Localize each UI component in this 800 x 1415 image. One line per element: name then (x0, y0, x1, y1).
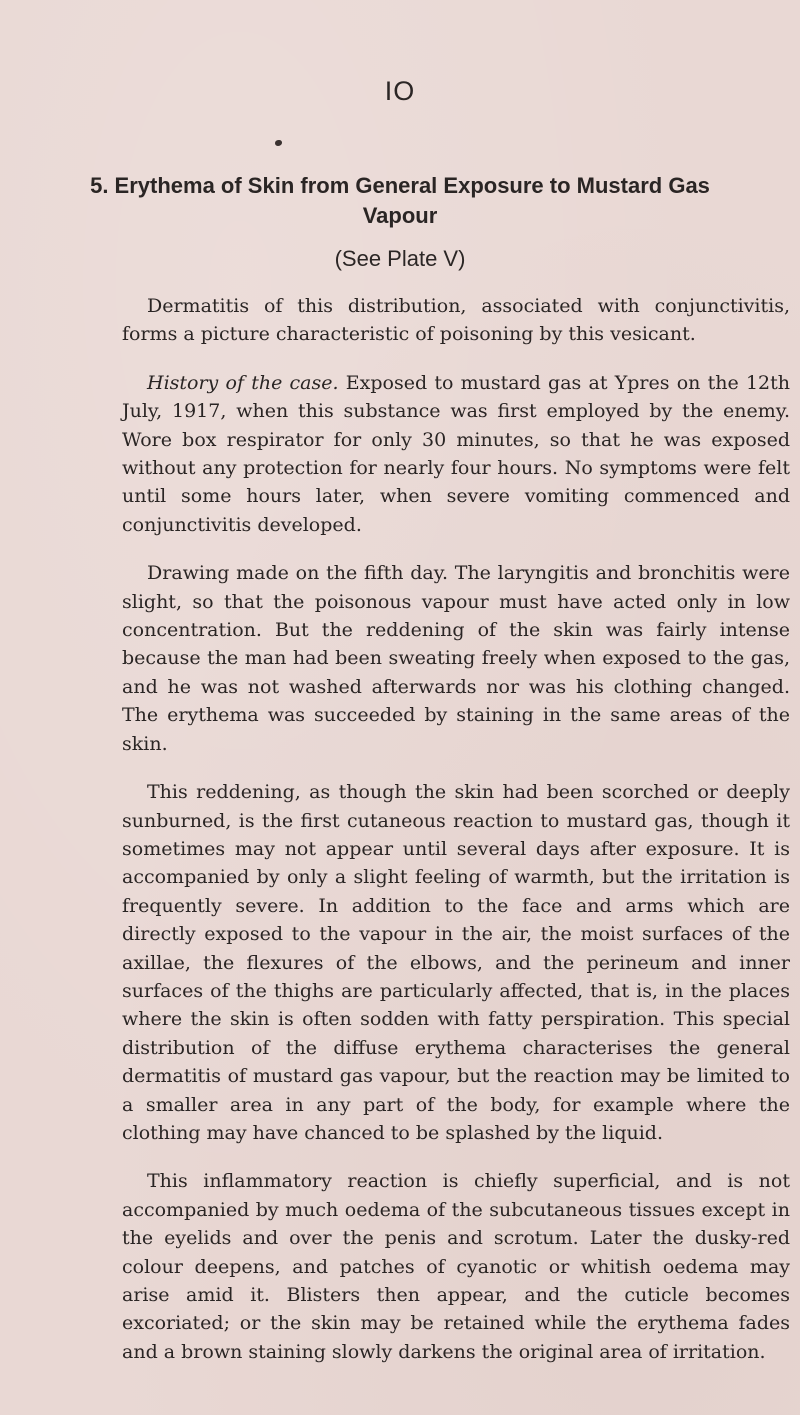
body-text (122, 292, 790, 1386)
paragraph-text: Exposed to mustard gas at Ypres on the 12th July, 1917, when this substance was first employed by the enemy. Wore box respirator for only 30 minutes, so that he was exposed without any protection for nearly four hours. No symptoms were felt until some hours later, when severe vomiting commenced and conjunctivitis developed. (122, 371, 790, 536)
paragraph-text: Dermatitis of this distribution, associated with conjunctivitis, forms a picture characteristic of poisoning by this vesicant. (122, 295, 790, 346)
section-heading (0, 171, 800, 231)
paragraph-2 (122, 369, 790, 539)
section-heading-line-2: Vapour (362, 203, 438, 228)
paragraph-text: This inflammatory reaction is chiefly superficial, and is not accompanied by much oedema of the subcutaneous tissues except in the eyelids and over the penis and scrotum. Later the dusky-red colour deepens, and patches of cyanotic or whitish oedema may arise amid it. Blisters then appear, and the cuticle becomes excoriated; or the skin may be retained while the erythema fades and a brown staining slowly darkens the original area of irritation. (122, 1170, 790, 1363)
paragraph-3 (122, 559, 790, 758)
plate-reference: (See Plate V) (334, 246, 466, 271)
section-heading-line-1: 5. Erythema of Skin from General Exposure to Mustard Gas (90, 173, 710, 198)
paragraph-text: Drawing made on the fifth day. The laryngitis and bronchitis were slight, so that the poisonous vapour must have acted only in low concentration. But the reddening of the skin was fairly intense because the man had been sweating freely when exposed to the gas, and he was not washed afterwards nor was his clothing changed. The erythema was succeeded by staining in the same areas of the skin. (122, 562, 790, 755)
paragraph-lead: History of the case. (147, 371, 339, 394)
ink-speck (275, 140, 282, 146)
paragraph-4 (122, 778, 790, 1147)
paragraph-5 (122, 1167, 790, 1366)
paragraph-text: This reddening, as though the skin had been scorched or deeply sunburned, is the first cutaneous reaction to mustard gas, though it sometimes may not appear until several days after exposure. It is accompanied by only a slight feeling of warmth, but the irritation is frequently severe. In addition to the face and arms which are directly exposed to the vapour in the air, the moist surfaces of the axillae, the flexures of the elbows, and the perineum and inner surfaces of the thighs are particularly affected, that is, in the places where the skin is often sodden with fatty perspiration. This special distribution of the diffuse erythema characterises the general dermatitis of mustard gas vapour, but the reaction may be limited to a smaller area in any part of the body, for example where the clothing may have chanced to be splashed by the liquid. (122, 781, 790, 1144)
paragraph-1 (122, 292, 790, 349)
page-number: IO (384, 76, 416, 106)
